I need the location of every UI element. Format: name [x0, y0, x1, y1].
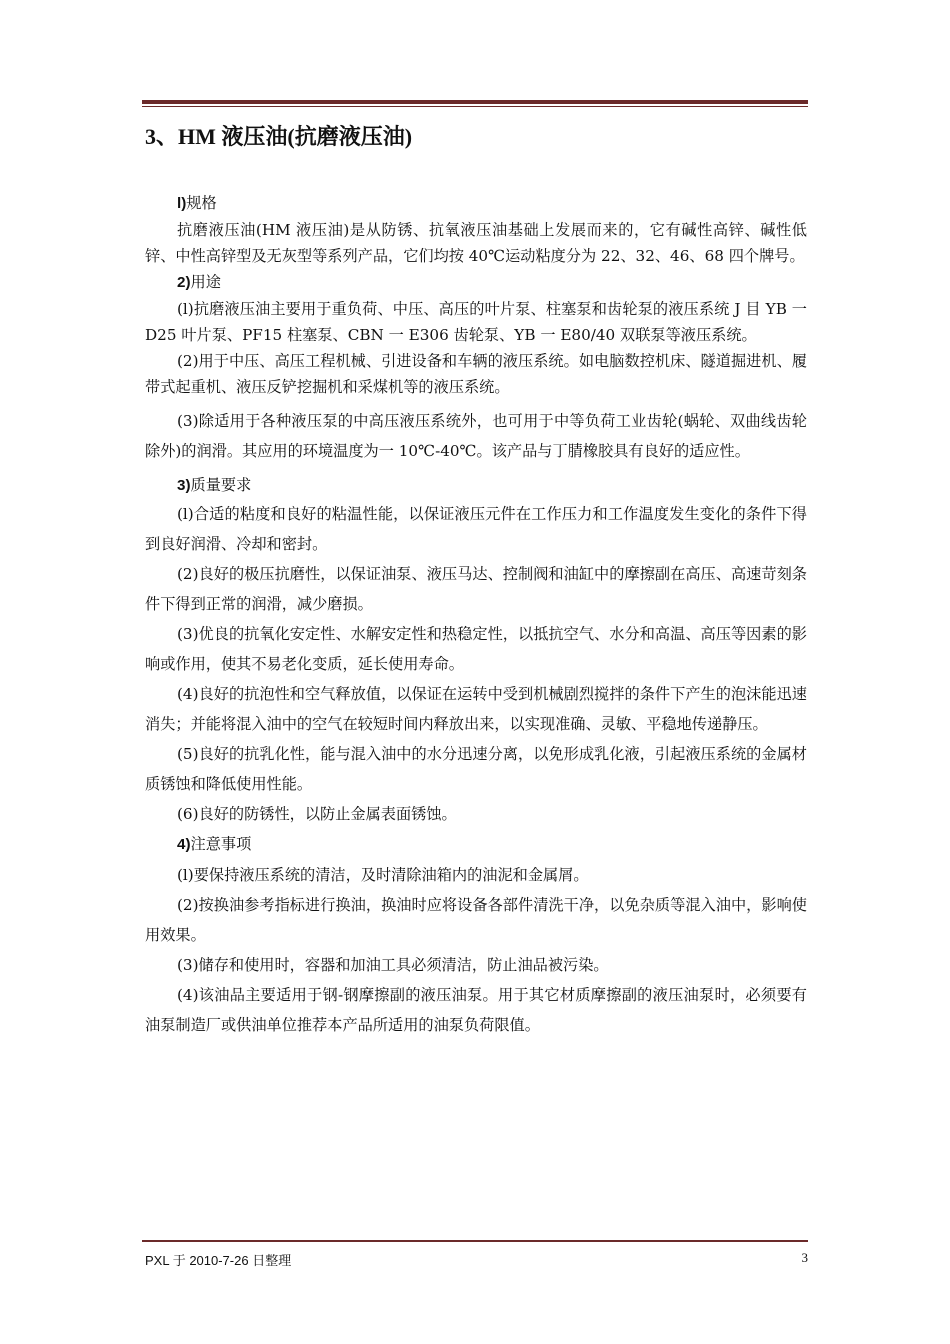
- footer-rule: [142, 1240, 808, 1242]
- section-title: 3、HM 液压油(抗磨液压油): [145, 124, 413, 149]
- notes-paragraph-3: (3)储存和使用时，容器和加油工具必须清洁，防止油品被污染。: [177, 956, 609, 974]
- use-heading: 2)用途: [177, 273, 221, 291]
- quality-paragraph-2: (2)良好的极压抗磨性，以保证油泵、液压马达、控制阀和油缸中的摩擦副在高压、高速苛刻条件下得到正常的润滑，减少磨损。: [145, 565, 807, 613]
- footer-note: PXL 于 2010-7-26 日整理: [145, 1253, 292, 1268]
- use-paragraph-1: (l)抗磨液压油主要用于重负荷、中压、高压的叶片泵、柱塞泵和齿轮泵的液压系统 J 目 YB 一 D25 叶片泵、PF15 柱塞泵、CBN 一 E306 齿轮泵、YB 一 E80/40 双联泵等液压系统。: [145, 300, 807, 344]
- spec-heading: l)规格: [177, 194, 217, 212]
- use-paragraph-3: (3)除适用于各种液压泵的中高压液压系统外，也可用于中等负荷工业齿轮(蜗轮、双曲线齿轮除外)的润滑。其应用的环境温度为一 10℃-40℃。该产品与丁腈橡胶具有良好的适应性。: [145, 412, 807, 460]
- quality-paragraph-5: (5)良好的抗乳化性，能与混入油中的水分迅速分离，以免形成乳化液，引起液压系统的金属材质锈蚀和降低使用性能。: [145, 745, 807, 793]
- quality-paragraph-3: (3)优良的抗氧化安定性、水解安定性和热稳定性，以抵抗空气、水分和高温、高压等因素的影响或作用，使其不易老化变质，延长使用寿命。: [145, 625, 807, 673]
- spec-paragraph: 抗磨液压油(HM 液压油)是从防锈、抗氧液压油基础上发展而来的，它有碱性高锌、碱性低锌、中性高锌型及无灰型等系列产品，它们均按 40℃运动粘度分为 22、32、46、68 四个牌号。: [145, 221, 807, 265]
- notes-heading: 4)注意事项: [177, 835, 252, 853]
- quality-paragraph-6: (6)良好的防锈性，以防止金属表面锈蚀。: [177, 805, 457, 823]
- use-paragraph-2: (2)用于中压、高压工程机械、引进设备和车辆的液压系统。如电脑数控机床、隧道掘进机、履带式起重机、液压反铲挖掘机和采煤机等的液压系统。: [145, 352, 807, 396]
- notes-paragraph-2: (2)按换油参考指标进行换油，换油时应将设备各部件清洗干净，以免杂质等混入油中，影响使用效果。: [145, 896, 807, 944]
- document-body: [145, 190, 807, 1040]
- quality-heading: 3)质量要求: [177, 476, 252, 494]
- quality-paragraph-4: (4)良好的抗泡性和空气释放值，以保证在运转中受到机械剧烈搅拌的条件下产生的泡沫能迅速消失；并能将混入油中的空气在较短时间内释放出来，以实现准确、灵敏、平稳地传递静压。: [145, 685, 807, 733]
- header-rule-thin: [142, 106, 808, 107]
- notes-paragraph-4: (4)该油品主要适用于钢-钢摩擦副的液压油泵。用于其它材质摩擦副的液压油泵时，必须要有油泵制造厂或供油单位推荐本产品所适用的油泵负荷限值。: [145, 986, 807, 1034]
- page-number: 3: [801, 1250, 808, 1265]
- notes-paragraph-1: (l)要保持液压系统的清洁，及时清除油箱内的油泥和金属屑。: [177, 866, 589, 884]
- quality-paragraph-1: (l)合适的粘度和良好的粘温性能，以保证液压元件在工作压力和工作温度发生变化的条件下得到良好润滑、冷却和密封。: [145, 505, 807, 553]
- header-rule: [142, 100, 808, 104]
